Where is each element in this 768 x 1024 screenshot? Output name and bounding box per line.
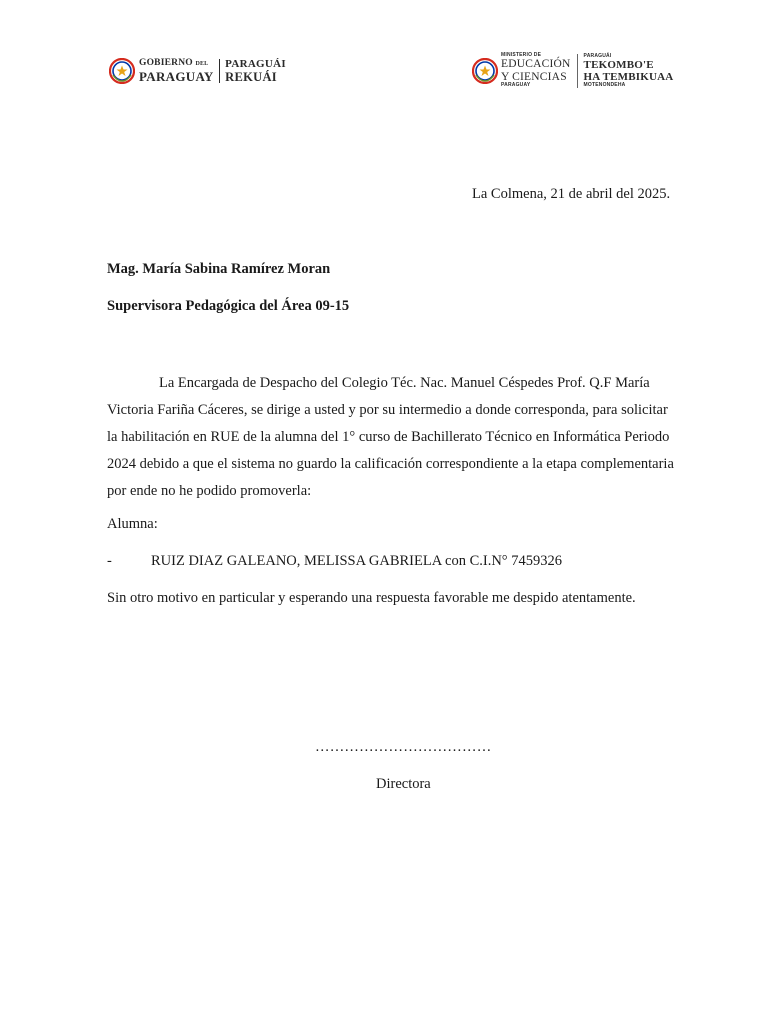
ha-tembikuaa-word: HA TEMBIKUAA (583, 70, 674, 83)
alumna-label: Alumna: (107, 516, 158, 532)
gobierno-text (139, 59, 214, 83)
logo-divider (577, 54, 578, 88)
ministerio-educacion-logo (472, 53, 673, 88)
national-seal-icon (472, 58, 498, 84)
closing-sentence: Sin otro motivo en particular y esperando una respuesta favorable me despido atentamente. (107, 590, 636, 606)
paraguai-small-label: PARAGUÁI (583, 52, 612, 59)
paraguay-small-label: PARAGUAY (501, 82, 531, 88)
ministerio-de-label: MINISTERIO DE (501, 52, 542, 58)
tekomboe-word: TEKOMBO'E (583, 58, 654, 71)
body-line: La Encargada de Despacho del Colegio Téc. Nac. Manuel Céspedes Prof. Q.F María (159, 375, 650, 391)
list-bullet: - (107, 553, 112, 569)
y-ciencias-word: Y CIENCIAS (501, 70, 567, 83)
letter-date: La Colmena, 21 de abril del 2025. (472, 186, 671, 202)
body-line: Victoria Fariña Cáceres, se dirige a usted y por su intermedio a donde corresponda, para solicitar (107, 402, 668, 418)
paraguay-word: PARAGUAY (139, 68, 214, 84)
rekuai-word: REKUÁI (225, 69, 277, 84)
national-seal-icon (109, 58, 135, 84)
letter-body-paragraph (107, 370, 697, 505)
del-word: DEL (195, 61, 209, 68)
recipient-title: Supervisora Pedagógica del Área 09-15 (107, 298, 350, 314)
gobierno-word: GOBIERNO (139, 58, 193, 69)
body-line: 2024 debido a que el sistema no guardo la calificación correspondiente a la etapa complementaria (107, 456, 674, 472)
body-line: por ende no he podido promoverla: (107, 483, 312, 499)
body-line: la habilitación en RUE de la alumna del 1° curso de Bachillerato Técnico en Informática Periodo (107, 429, 670, 445)
gobierno-paraguay-logo (109, 58, 286, 84)
educacion-word: EDUCACIÓN (501, 58, 571, 70)
recipient-name: Mag. María Sabina Ramírez Moran (107, 261, 331, 277)
paraguai-word: PARAGUÁI (225, 57, 286, 70)
signature-line: ……………………………… (315, 739, 492, 755)
ministerio-text (501, 53, 571, 88)
paraguai-rekuai-text (225, 59, 286, 84)
motenondeha-label: MOTENONDEHA (583, 81, 626, 88)
logo-divider (219, 59, 221, 83)
student-entry: RUIZ DIAZ GALEANO, MELISSA GABRIELA con C.I.N° 7459326 (151, 553, 562, 569)
tekomboe-text (584, 54, 674, 88)
signature-role: Directora (376, 776, 431, 792)
